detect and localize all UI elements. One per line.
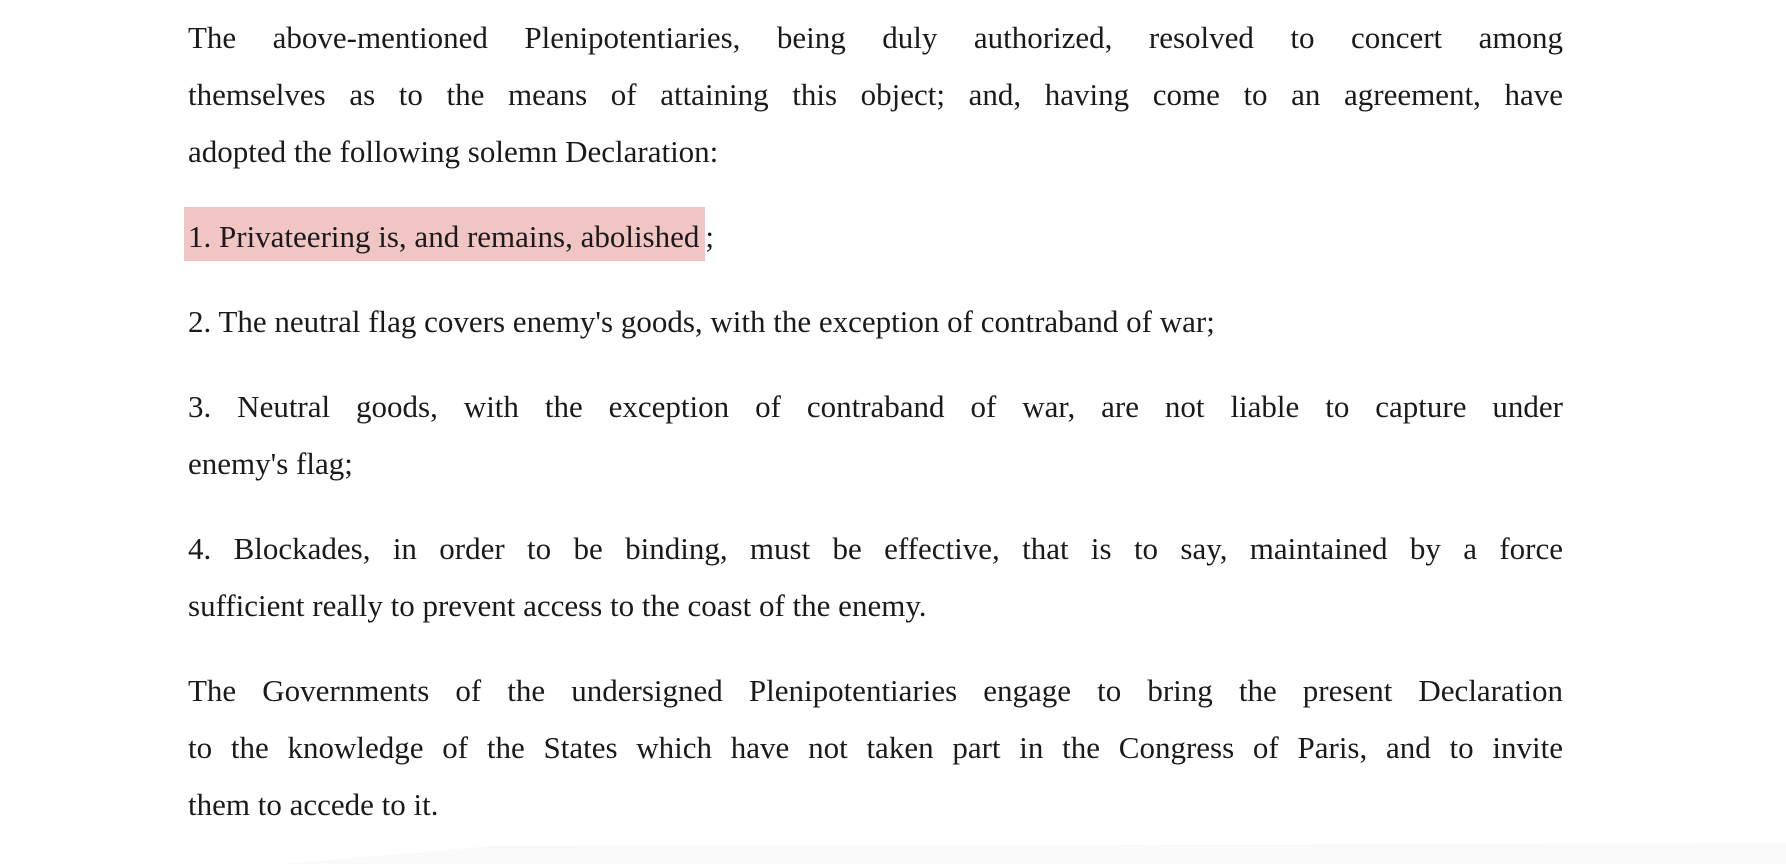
text-line [188,208,1563,265]
text-line: themselves as to the means of attaining this object; and, having come to an agreement, have [188,77,1563,112]
paragraph-item-1 [188,208,1563,265]
highlight-suffix: ; [705,219,715,254]
text-line: The above-mentioned Plenipotentiaries, being duly authorized, resolved to concert among [188,20,1563,55]
text-line: 4. Blockades, in order to be binding, must be effective, that is to say, maintained by a force [188,531,1563,566]
partial-element-top-edge [280,843,1786,864]
paragraph-item-2 [188,293,1563,350]
declaration-document-body [188,9,1563,833]
text-line: adopted the following solemn Declaration: [188,134,719,169]
text-line: them to accede to it. [188,787,439,822]
text-line: sufficient really to prevent access to the coast of the enemy. [188,588,927,623]
highlighted-text[interactable]: 1. Privateering is, and remains, abolished [184,207,705,261]
text-line: enemy's flag; [188,446,353,481]
text-line: to the knowledge of the States which have not taken part in the Congress of Paris, and to invite [188,730,1563,765]
paragraph-item-3 [188,378,1563,492]
paragraph-closing [188,662,1563,833]
paragraph-preamble [188,9,1563,180]
text-line: The Governments of the undersigned Plenipotentiaries engage to bring the present Declaration [188,673,1563,708]
text-line: 3. Neutral goods, with the exception of contraband of war, are not liable to capture under [188,389,1563,424]
paragraph-item-4 [188,520,1563,634]
text-line: 2. The neutral flag covers enemy's goods, with the exception of contraband of war; [188,304,1215,339]
